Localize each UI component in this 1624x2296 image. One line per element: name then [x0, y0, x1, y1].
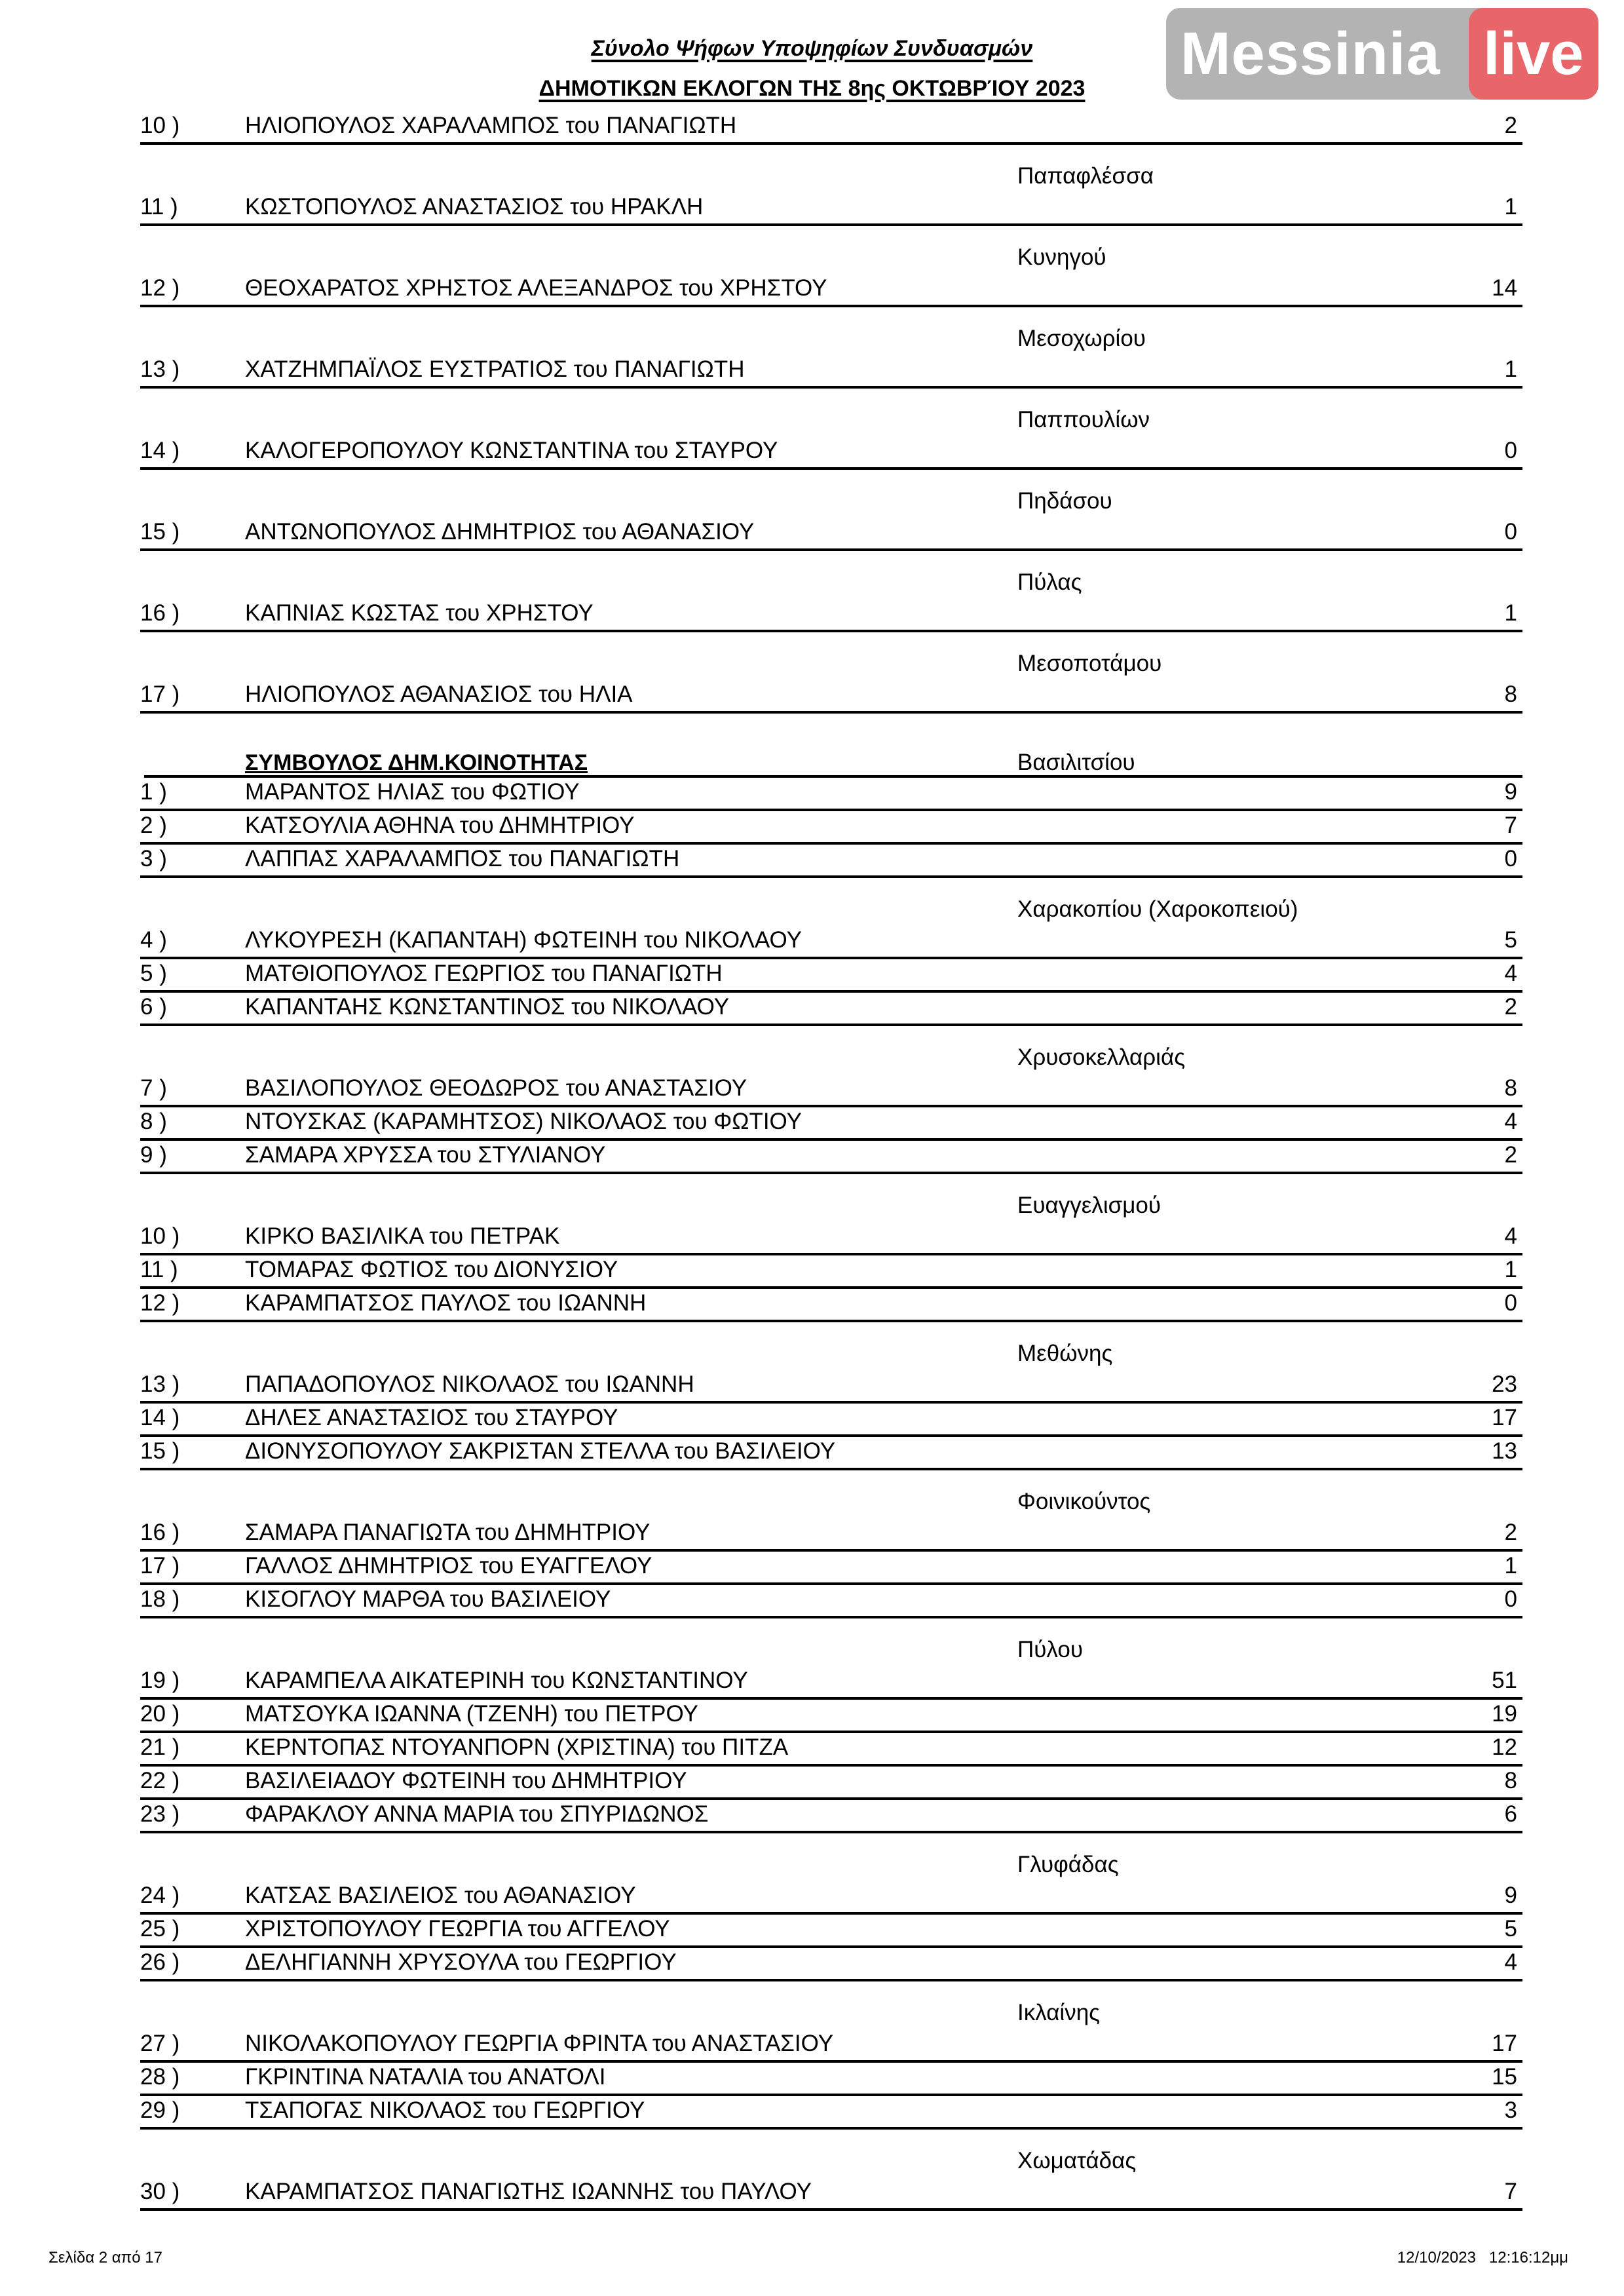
candidate-votes: 1: [1504, 1257, 1517, 1282]
candidate-name: ΛΑΠΠΑΣ ΧΑΡΑΛΑΜΠΟΣ του ΠΑΝΑΓΙΩΤΗ: [245, 846, 680, 871]
table-row: [140, 1255, 1522, 1289]
candidate-votes: 0: [1504, 438, 1517, 463]
table-row: [140, 1800, 1522, 1833]
community-label: Χωματάδας: [1017, 2148, 1137, 2173]
candidate-number: 29 ): [140, 2097, 180, 2123]
community-group: [140, 226, 1522, 274]
community-label: Μεθώνης: [1017, 1341, 1113, 1366]
candidate-name: ΚΕΡΝΤΟΠΑΣ ΝΤΟΥΑΝΠΟΡΝ (ΧΡΙΣΤΙΝΑ) του ΠΙΤΖΑ: [245, 1734, 789, 1760]
candidate-number: 13 ): [140, 356, 180, 382]
table-row: [140, 1881, 1522, 1915]
table-row: [140, 778, 1522, 811]
candidate-votes: 1: [1504, 356, 1517, 382]
candidate-number: 16 ): [140, 600, 180, 626]
candidate-votes: 4: [1504, 961, 1517, 986]
table-row: [140, 680, 1522, 714]
community-group: [140, 470, 1522, 518]
candidate-votes: 2: [1504, 1142, 1517, 1168]
candidate-name: ΚΑΡΑΜΠΑΤΣΟΣ ΠΑΥΛΟΣ του ΙΩΑΝΝΗ: [245, 1290, 647, 1316]
table-row: [140, 1518, 1522, 1552]
candidate-votes: 0: [1504, 1586, 1517, 1612]
candidate-name: ΑΝΤΩΝΟΠΟΥΛΟΣ ΔΗΜΗΤΡΙΟΣ του ΑΘΑΝΑΣΙΟΥ: [245, 519, 755, 545]
candidate-votes: 23: [1492, 1371, 1517, 1397]
candidate-number: 28 ): [140, 2064, 180, 2090]
candidate-name: ΝΙΚΟΛΑΚΟΠΟΥΛΟΥ ΓΕΩΡΓΙΑ ΦΡΙΝΤΑ του ΑΝΑΣΤΑΣΙΟΥ: [245, 2031, 834, 2056]
candidate-votes: 1: [1504, 600, 1517, 626]
candidate-votes: 51: [1492, 1668, 1517, 1693]
community-label: Παππουλίων: [1017, 407, 1150, 432]
table-row: [140, 1915, 1522, 1948]
candidate-votes: 1: [1504, 194, 1517, 220]
candidate-number: 26 ): [140, 1949, 180, 1975]
community-group: [140, 1833, 1522, 1881]
candidate-name: ΣΑΜΑΡΑ ΠΑΝΑΓΙΩΤΑ του ΔΗΜΗΤΡΙΟΥ: [245, 1520, 651, 1545]
community-label: Φοινικούντος: [1017, 1489, 1151, 1514]
candidate-name: ΚΑΛΟΓΕΡΟΠΟΥΛΟΥ ΚΩΝΣΤΑΝΤΙΝΑ του ΣΤΑΥΡΟΥ: [245, 438, 778, 463]
section-title: ΣΥΜΒΟΥΛΟΣ ΔΗΜ.ΚΟΙΝΟΤΗΤΑΣ: [245, 750, 588, 775]
candidate-name: ΗΛΙΟΠΟΥΛΟΣ ΧΑΡΑΛΑΜΠΟΣ του ΠΑΝΑΓΙΩΤΗ: [245, 113, 737, 138]
candidate-name: ΝΤΟΥΣΚΑΣ (ΚΑΡΑΜΗΤΣΟΣ) ΝΙΚΟΛΑΟΣ του ΦΩΤΙΟΥ: [245, 1109, 802, 1134]
candidate-name: ΦΑΡΑΚΛΟΥ ΑΝΝΑ ΜΑΡΙΑ του ΣΠΥΡΙΔΩΝΟΣ: [245, 1801, 709, 1827]
candidate-votes: 2: [1504, 113, 1517, 138]
candidate-votes: 0: [1504, 519, 1517, 545]
candidate-number: 6 ): [140, 994, 167, 1020]
candidate-number: 14 ): [140, 438, 180, 463]
candidate-name: ΗΛΙΟΠΟΥΛΟΣ ΑΘΑΝΑΣΙΟΣ του ΗΛΙΑ: [245, 681, 633, 707]
candidate-votes: 9: [1504, 779, 1517, 805]
candidate-number: 12 ): [140, 275, 180, 301]
table-row: [140, 355, 1522, 389]
candidate-name: ΚΑΡΑΜΠΕΛΑ ΑΙΚΑΤΕΡΙΝΗ του ΚΩΝΣΤΑΝΤΙΝΟΥ: [245, 1668, 748, 1693]
candidate-number: 20 ): [140, 1701, 180, 1727]
community-label: Γλυφάδας: [1017, 1852, 1119, 1877]
table-row: [140, 1437, 1522, 1470]
candidate-number: 2 ): [140, 813, 167, 838]
candidate-name: ΜΑΡΑΝΤΟΣ ΗΛΙΑΣ του ΦΩΤΙΟΥ: [245, 779, 580, 805]
table-row: [140, 1700, 1522, 1733]
candidate-name: ΚΑΤΣΟΥΛΙΑ ΑΘΗΝΑ του ΔΗΜΗΤΡΙΟΥ: [245, 813, 635, 838]
table-row: [140, 2063, 1522, 2096]
candidate-number: 13 ): [140, 1371, 180, 1397]
candidate-votes: 9: [1504, 1883, 1517, 1908]
community-label: Χαρακοπίου (Χαροκοπειού): [1017, 896, 1298, 922]
table-row: [140, 1666, 1522, 1700]
community-label: Ικλαίνης: [1017, 2000, 1101, 2025]
table-row: [140, 926, 1522, 959]
candidate-votes: 4: [1504, 1949, 1517, 1975]
candidate-votes: 8: [1504, 1075, 1517, 1101]
table-row: [140, 845, 1522, 878]
candidate-name: ΠΑΠΑΔΟΠΟΥΛΟΣ ΝΙΚΟΛΑΟΣ του ΙΩΑΝΝΗ: [245, 1371, 694, 1397]
candidate-name: ΒΑΣΙΛΕΙΑΔΟΥ ΦΩΤΕΙΝΗ του ΔΗΜΗΤΡΙΟΥ: [245, 1768, 687, 1793]
candidate-name: ΔΗΛΕΣ ΑΝΑΣΤΑΣΙΟΣ του ΣΤΑΥΡΟΥ: [245, 1405, 618, 1430]
candidate-number: 3 ): [140, 846, 167, 871]
table-row: [140, 2177, 1522, 2211]
candidate-number: 10 ): [140, 1223, 180, 1249]
candidate-number: 10 ): [140, 113, 180, 138]
community-group: [140, 2130, 1522, 2177]
candidate-number: 21 ): [140, 1734, 180, 1760]
candidate-votes: 1: [1504, 1553, 1517, 1578]
candidate-votes: 0: [1504, 1290, 1517, 1316]
candidate-name: ΧΑΤΖΗΜΠΑΪΛΟΣ ΕΥΣΤΡΑΤΙΟΣ του ΠΑΝΑΓΙΩΤΗ: [245, 356, 745, 382]
candidate-number: 27 ): [140, 2031, 180, 2056]
candidate-name: ΓΑΛΛΟΣ ΔΗΜΗΤΡΙΟΣ του ΕΥΑΓΓΕΛΟΥ: [245, 1553, 652, 1578]
candidate-votes: 2: [1504, 994, 1517, 1020]
table-row: [140, 1948, 1522, 1981]
candidate-number: 17 ): [140, 1553, 180, 1578]
table-row: [140, 959, 1522, 993]
table-row: [140, 1141, 1522, 1174]
watermark-text-live: live: [1483, 20, 1584, 87]
candidate-number: 7 ): [140, 1075, 167, 1101]
candidate-name: ΚΙΣΟΓΛΟΥ ΜΑΡΘΑ του ΒΑΣΙΛΕΙΟΥ: [245, 1586, 611, 1612]
candidate-number: 11 ): [140, 1257, 178, 1282]
candidate-number: 5 ): [140, 961, 167, 986]
candidate-number: 15 ): [140, 1438, 180, 1464]
candidate-list: [140, 111, 1522, 2211]
table-row: [140, 1767, 1522, 1800]
community-group: [140, 307, 1522, 355]
candidate-name: ΚΑΠΝΙΑΣ ΚΩΣΤΑΣ του ΧΡΗΣΤΟΥ: [245, 600, 594, 626]
candidate-name: ΛΥΚΟΥΡΕΣΗ (ΚΑΠΑΝΤΑΗ) ΦΩΤΕΙΝΗ του ΝΙΚΟΛΑΟΥ: [245, 927, 802, 953]
candidate-votes: 5: [1504, 1916, 1517, 1942]
table-row: [140, 1585, 1522, 1618]
community-label: Κυνηγού: [1017, 244, 1106, 270]
candidate-votes: 3: [1504, 2097, 1517, 2123]
community-group: [140, 389, 1522, 436]
candidate-name: ΤΟΜΑΡΑΣ ΦΩΤΙΟΣ του ΔΙΟΝΥΣΙΟΥ: [245, 1257, 618, 1282]
candidate-votes: 13: [1492, 1438, 1517, 1464]
candidate-number: 8 ): [140, 1109, 167, 1134]
candidate-number: 17 ): [140, 681, 180, 707]
candidate-name: ΜΑΤΣΟΥΚΑ ΙΩΑΝΝΑ (ΤΖΕΝΗ) του ΠΕΤΡΟΥ: [245, 1701, 698, 1727]
table-row: [140, 111, 1522, 145]
page-number: Σελίδα 2 από 17: [48, 2249, 162, 2267]
watermark-text-messinia: Messinia: [1180, 20, 1441, 87]
community-label: Πηδάσου: [1017, 488, 1112, 514]
candidate-votes: 6: [1504, 1801, 1517, 1827]
candidate-name: ΧΡΙΣΤΟΠΟΥΛΟΥ ΓΕΩΡΓΙΑ του ΑΓΓΕΛΟΥ: [245, 1916, 670, 1942]
table-row: [140, 274, 1522, 307]
candidate-votes: 17: [1492, 1405, 1517, 1430]
community-group: [140, 1470, 1522, 1518]
candidate-number: 14 ): [140, 1405, 180, 1430]
community-label: Χρυσοκελλαριάς: [1017, 1044, 1186, 1070]
table-row: [140, 993, 1522, 1026]
community-group: [140, 1981, 1522, 2029]
candidate-votes: 19: [1492, 1701, 1517, 1727]
candidate-votes: 14: [1492, 275, 1517, 301]
community-label: Βασιλιτσίου: [1017, 750, 1135, 775]
table-row: [140, 1074, 1522, 1107]
table-row: [140, 1404, 1522, 1437]
table-row: [140, 193, 1522, 226]
candidate-votes: 8: [1504, 1768, 1517, 1793]
section-header: [144, 714, 1522, 778]
candidate-votes: 8: [1504, 681, 1517, 707]
candidate-name: ΔΙΟΝΥΣΟΠΟΥΛΟΥ ΣΑΚΡΙΣΤΑΝ ΣΤΕΛΛΑ του ΒΑΣΙΛΕΙΟΥ: [245, 1438, 836, 1464]
candidate-number: 16 ): [140, 1520, 180, 1545]
candidate-number: 18 ): [140, 1586, 180, 1612]
community-group: [140, 1322, 1522, 1370]
print-datetime: 12/10/2023 12:16:12μμ: [1397, 2249, 1568, 2267]
candidate-number: 12 ): [140, 1290, 180, 1316]
table-row: [140, 518, 1522, 551]
candidate-number: 25 ): [140, 1916, 180, 1942]
candidate-number: 11 ): [140, 194, 178, 220]
candidate-votes: 2: [1504, 1520, 1517, 1545]
candidate-name: ΒΑΣΙΛΟΠΟΥΛΟΣ ΘΕΟΔΩΡΟΣ του ΑΝΑΣΤΑΣΙΟΥ: [245, 1075, 747, 1101]
community-label: Μεσοχωρίου: [1017, 326, 1146, 351]
candidate-votes: 7: [1504, 813, 1517, 838]
table-row: [140, 436, 1522, 470]
candidate-votes: 17: [1492, 2031, 1517, 2056]
candidate-number: 23 ): [140, 1801, 180, 1827]
community-group: [140, 551, 1522, 599]
table-row: [140, 1552, 1522, 1585]
community-label: Μεσοποτάμου: [1017, 651, 1162, 676]
community-label: Πύλου: [1017, 1637, 1083, 1662]
candidate-number: 24 ): [140, 1883, 180, 1908]
candidate-votes: 12: [1492, 1734, 1517, 1760]
candidate-votes: 4: [1504, 1223, 1517, 1249]
candidate-name: ΔΕΛΗΓΙΑΝΝΗ ΧΡΥΣΟΥΛΑ του ΓΕΩΡΓΙΟΥ: [245, 1949, 677, 1975]
community-group: [140, 1026, 1522, 1074]
community-group: [140, 632, 1522, 680]
candidate-votes: 7: [1504, 2179, 1517, 2204]
table-row: [140, 599, 1522, 632]
candidate-name: ΚΑΠΑΝΤΑΗΣ ΚΩΝΣΤΑΝΤΙΝΟΣ του ΝΙΚΟΛΑΟΥ: [245, 994, 730, 1020]
candidate-votes: 0: [1504, 846, 1517, 871]
candidate-name: ΚΑΤΣΑΣ ΒΑΣΙΛΕΙΟΣ του ΑΘΑΝΑΣΙΟΥ: [245, 1883, 636, 1908]
candidate-votes: 15: [1492, 2064, 1517, 2090]
community-group: [140, 1174, 1522, 1222]
table-row: [140, 2029, 1522, 2063]
table-row: [140, 1289, 1522, 1322]
candidate-name: ΚΩΣΤΟΠΟΥΛΟΣ ΑΝΑΣΤΑΣΙΟΣ του ΗΡΑΚΛΗ: [245, 194, 704, 220]
community-label: Πύλας: [1017, 569, 1082, 595]
candidate-number: 1 ): [140, 779, 167, 805]
table-row: [140, 1370, 1522, 1404]
watermark-live-badge: [1469, 8, 1598, 100]
candidate-name: ΘΕΟΧΑΡΑΤΟΣ ΧΡΗΣΤΟΣ ΑΛΕΞΑΝΔΡΟΣ του ΧΡΗΣΤΟΥ: [245, 275, 827, 301]
table-row: [140, 1733, 1522, 1767]
candidate-number: 4 ): [140, 927, 167, 953]
subtitle-text: ΔΗΜΟΤΙΚΩΝ ΕΚΛΟΓΩΝ ΤΗΣ 8ης ΟΚΤΩΒΡΊΟΥ 2023: [538, 76, 1086, 101]
candidate-number: 22 ): [140, 1768, 180, 1793]
candidate-name: ΚΑΡΑΜΠΑΤΣΟΣ ΠΑΝΑΓΙΩΤΗΣ ΙΩΑΝΝΗΣ του ΠΑΥΛΟΥ: [245, 2179, 812, 2204]
candidate-number: 30 ): [140, 2179, 180, 2204]
candidate-name: ΤΣΑΠΟΓΑΣ ΝΙΚΟΛΑΟΣ του ΓΕΩΡΓΙΟΥ: [245, 2097, 645, 2123]
candidate-votes: 5: [1504, 927, 1517, 953]
community-group: [140, 1618, 1522, 1666]
community-group: [140, 878, 1522, 926]
candidate-number: 9 ): [140, 1142, 167, 1168]
community-label: Ευαγγελισμού: [1017, 1193, 1161, 1218]
community-label: Παπαφλέσσα: [1017, 163, 1154, 189]
candidate-number: 15 ): [140, 519, 180, 545]
title-text: Σύνολο Ψήφων Υποψηφίων Συνδυασμών: [591, 36, 1033, 61]
community-group: [140, 145, 1522, 193]
messinia-live-watermark-logo: [1166, 8, 1598, 100]
table-row: [140, 2096, 1522, 2130]
table-row: [140, 1107, 1522, 1141]
candidate-votes: 4: [1504, 1109, 1517, 1134]
candidate-name: ΜΑΤΘΙΟΠΟΥΛΟΣ ΓΕΩΡΓΙΟΣ του ΠΑΝΑΓΙΩΤΗ: [245, 961, 723, 986]
candidate-name: ΓΚΡΙΝΤΙΝΑ ΝΑΤΑΛΙΑ του ΑΝΑΤΟΛΙ: [245, 2064, 606, 2090]
table-row: [140, 811, 1522, 845]
candidate-name: ΣΑΜΑΡΑ ΧΡΥΣΣΑ του ΣΤΥΛΙΑΝΟΥ: [245, 1142, 606, 1168]
table-row: [140, 1222, 1522, 1255]
candidate-name: ΚΙΡΚΟ ΒΑΣΙΛΙΚΑ του ΠΕΤΡΑΚ: [245, 1223, 560, 1249]
candidate-number: 19 ): [140, 1668, 180, 1693]
